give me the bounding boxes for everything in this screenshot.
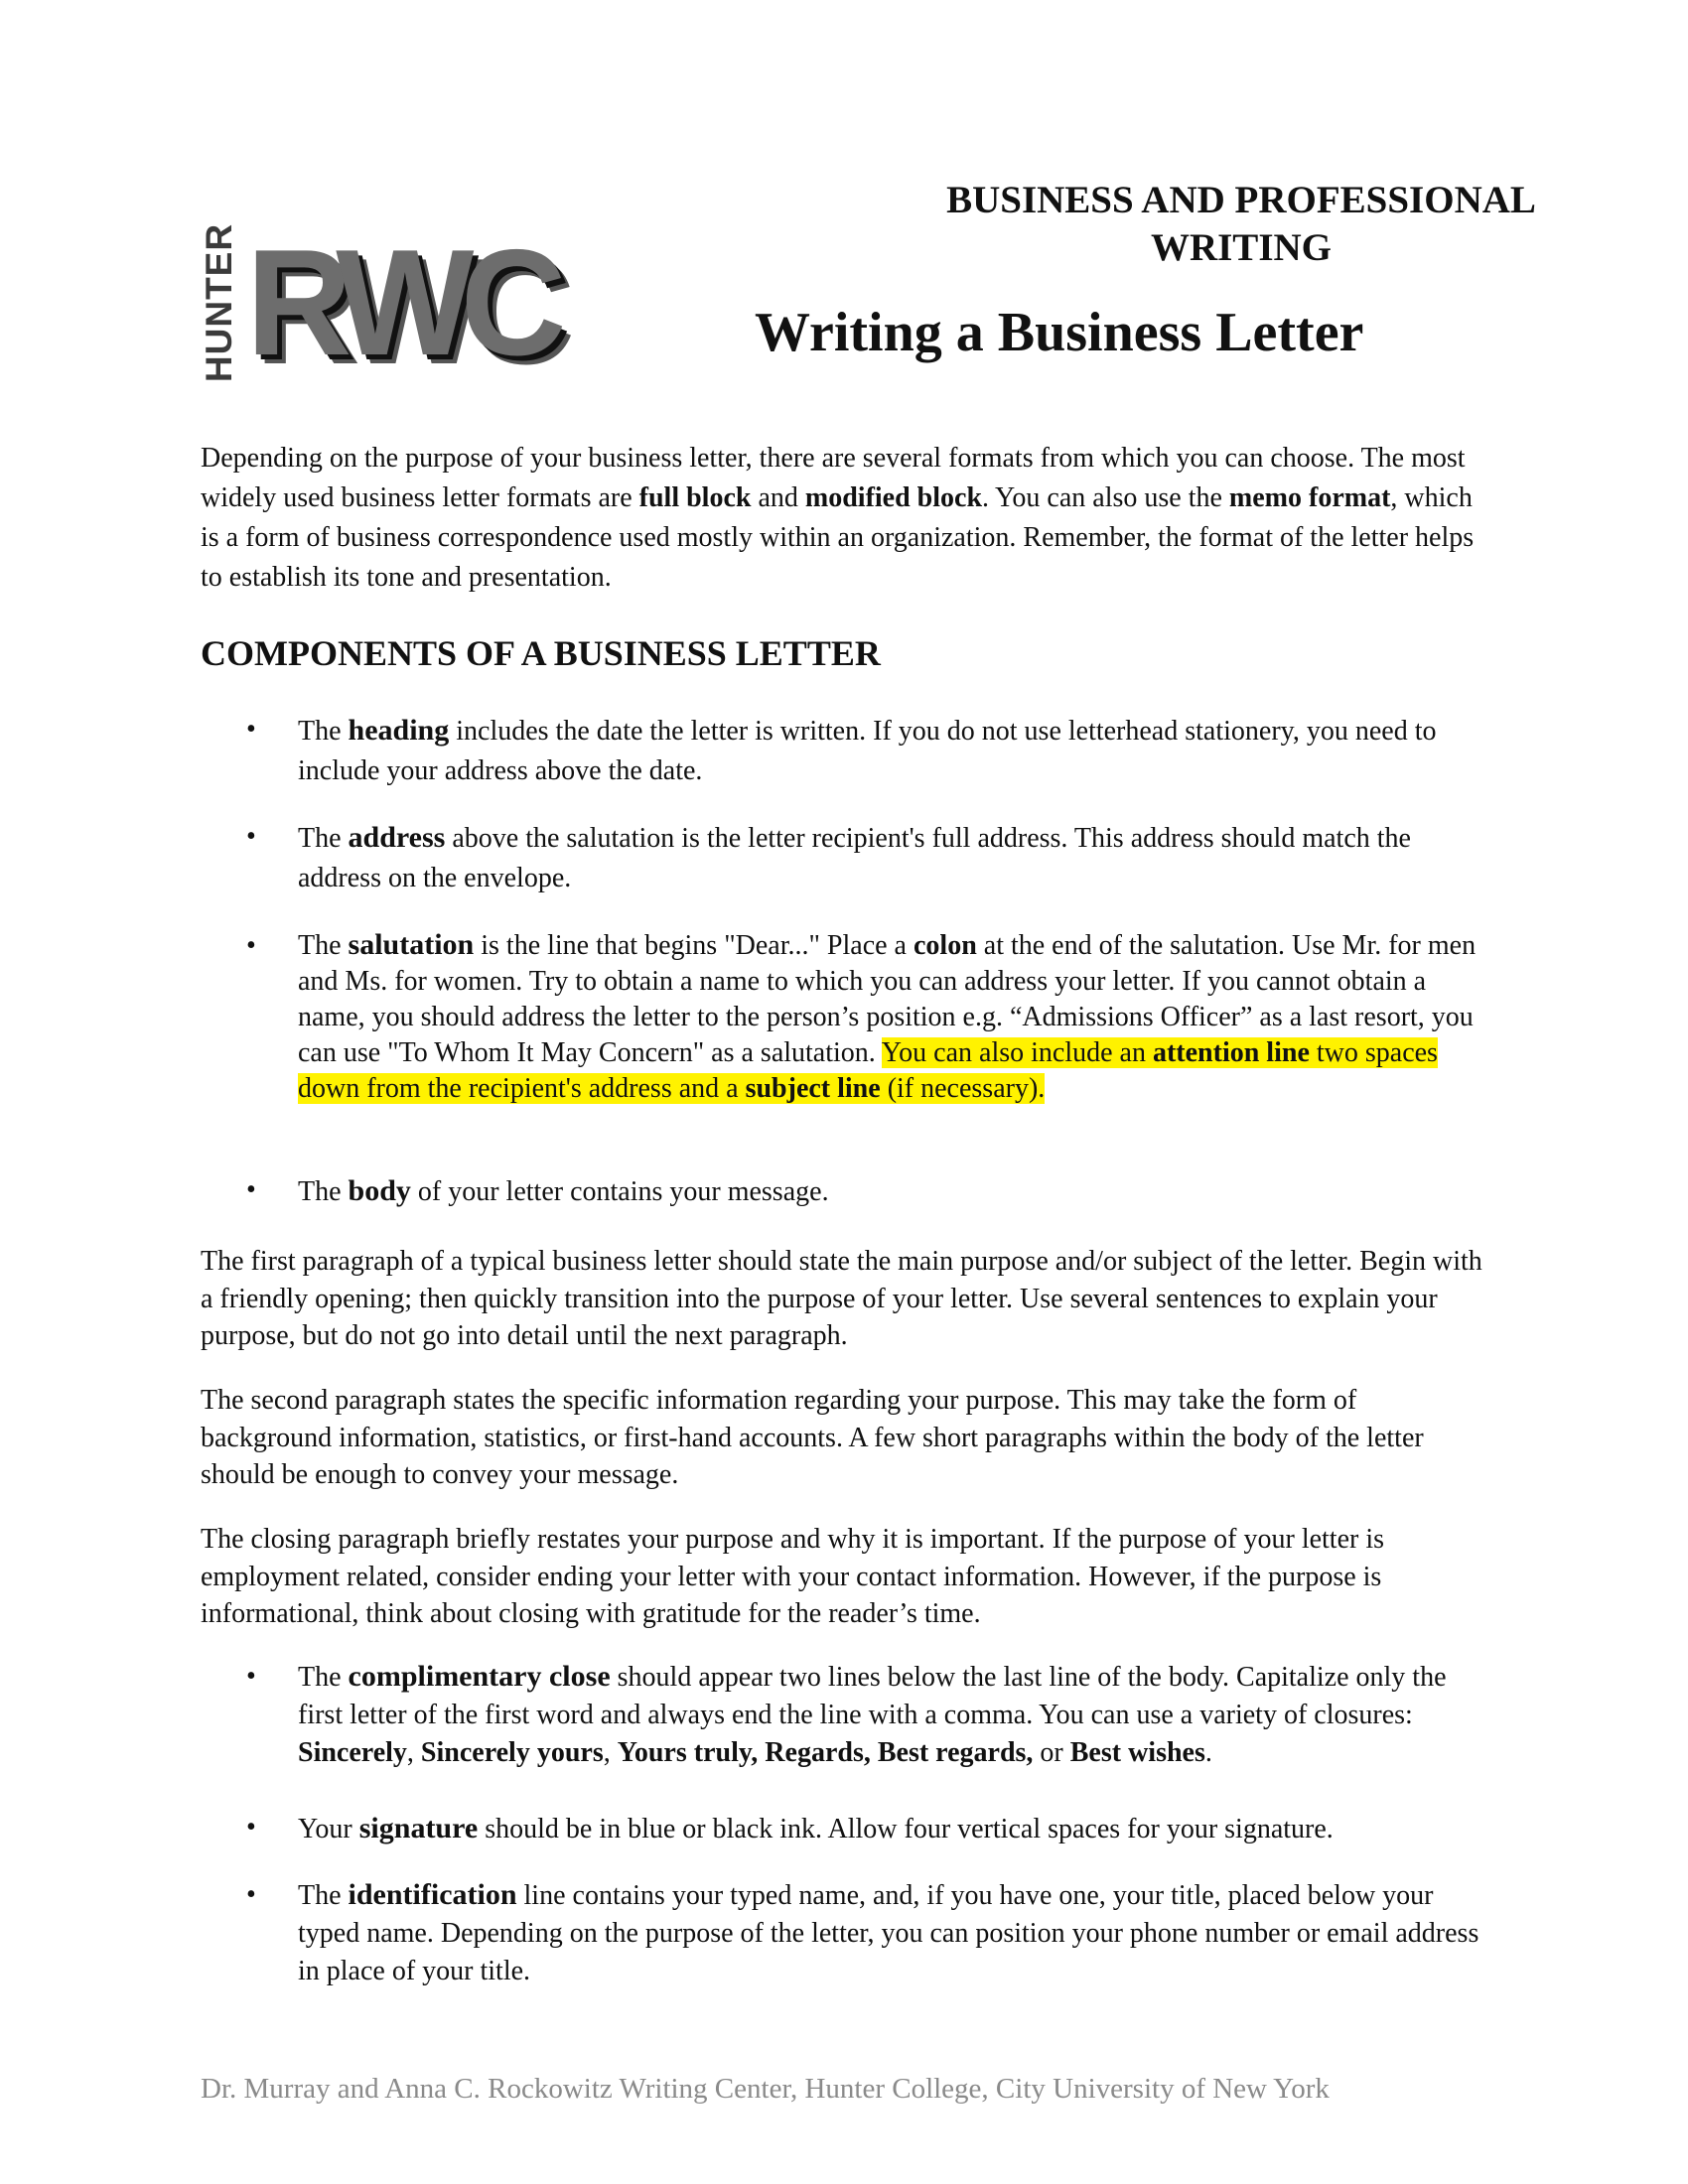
bullet-marker: • — [246, 1174, 256, 1205]
header-kicker-line-1: BUSINESS AND PROFESSIONAL — [946, 179, 1536, 221]
bullet-marker: • — [246, 1812, 256, 1843]
body-paragraph-closing: The closing paragraph briefly restates your purpose and why it is important. If the purpose of your letter is employment related, consider ending your letter with your contact information. However, if the purpose is informational, think about closing with gratitude for the reader’s time. — [201, 1524, 1385, 1629]
hunter-rwc-logo — [197, 218, 606, 387]
body-paragraph-first: The first paragraph of a typical business letter should state the main purpose and/or subject of the letter. Begin with a friendly opening; then quickly transition into the purpose of your letter. Use several sentences to explain your purpose, but do not go into detail until the next paragraph. — [201, 1246, 1482, 1351]
bullet-marker: • — [246, 1661, 256, 1692]
bullet-marker: • — [246, 930, 256, 961]
bullet-marker: • — [246, 821, 256, 852]
body-paragraph-second: The second paragraph states the specific information regarding your purpose. This may take the form of background information, statistics, or first-hand accounts. A few short paragraphs within the body of the letter should be enough to convey your message. — [201, 1385, 1424, 1490]
document-page: HUNTER RWC BUSINESS AND PROFESSIONAL WRITING Writing a Business Letter Depending on the purpose of your business letter, there are several formats from which you can choose. The most widely used business letter formats are full block and modified block. You can also use the memo format, which is a form of business correspondence used mostly within an organization. Remember, the format of the letter helps to establish its tone and presentation. COMPONENTS OF A BUSINESS LETTER • The heading includes the date the letter is written. If you do not use letterhead stationery, you need to include your address above the date. • The address above the salutation is the letter recipient's full address. This address should match the address on the envelope. • The salutation is the line that begins "Dear..." Place a colon at the end of the salutation. Use Mr. for men and Ms. for women. Try to obtain a name to which you can address your letter. If you cannot obtain a name, you should address the letter to the person’s position e.g. “Admissions Officer” as a last resort, you can use "To Whom It May Concern" as a salutation. You can also include an attention line two spaces down from the recipient's address and a subject line (if necessary). • The body of your letter contains your message. The first paragraph of a typical business letter should state the main purpose and/or subject of the letter. Begin with a friendly opening; then quickly transition into the purpose of your letter. Use several sentences to explain your purpose, but do not go into detail until the next paragraph. The second paragraph states the specific information regarding your purpose. This may take the form of background information, statistics, or first-hand accounts. A few short paragraphs within the body of the letter should be enough to convey your message. The closing paragraph briefly restates your purpose and why it is important. If the purpose of your letter is employment related, consider ending your letter with your contact information. However, if the purpose is informational, think about closing with gratitude for the reader’s time. • The complimentary close should appear two lines below the last line of the body. Capitalize only the first letter of the first word and always end the line with a comma. You can use a variety of closures: Sincerely, Sincerely yours, Yours truly, Regards, Best regards, or Best wishes. • Your signature should be in blue or black ink. Allow four vertical spaces for your signature. • The identification line contains your typed name, and, if you have one, your title, placed below your typed name. Depending on the purpose of the letter, you can position your phone number or email address in place of your title. Dr. Murray and Anna C. Rockowitz Writing Center, Hunter College, City University of New York — [0, 0, 1688, 2184]
intro-paragraph: Depending on the purpose of your business letter, there are several formats from which you can choose. The most widely used business letter formats are full block and modified block. You can also use the memo format, which is a form of business correspondence used mostly within an organization. Remember, the format of the letter helps to establish its tone and presentation. — [201, 443, 1475, 593]
header-kicker-line-2: WRITING — [1150, 226, 1333, 269]
page-footer: Dr. Murray and Anna C. Rockowitz Writing Center, Hunter College, City University of New York — [201, 2073, 1330, 2105]
highlighted-text: You can also include an attention line two spaces down from the recipient's address and a subject line (if necessary). — [298, 1037, 1438, 1104]
document-title: Writing a Business Letter — [755, 302, 1364, 363]
bullet-marker: • — [246, 714, 256, 745]
section-heading: COMPONENTS OF A BUSINESS LETTER — [201, 633, 881, 673]
logo-hunter-text: HUNTER — [199, 222, 240, 383]
logo-rwc-text: RWC — [246, 218, 553, 387]
bullet-marker: • — [246, 1879, 256, 1910]
